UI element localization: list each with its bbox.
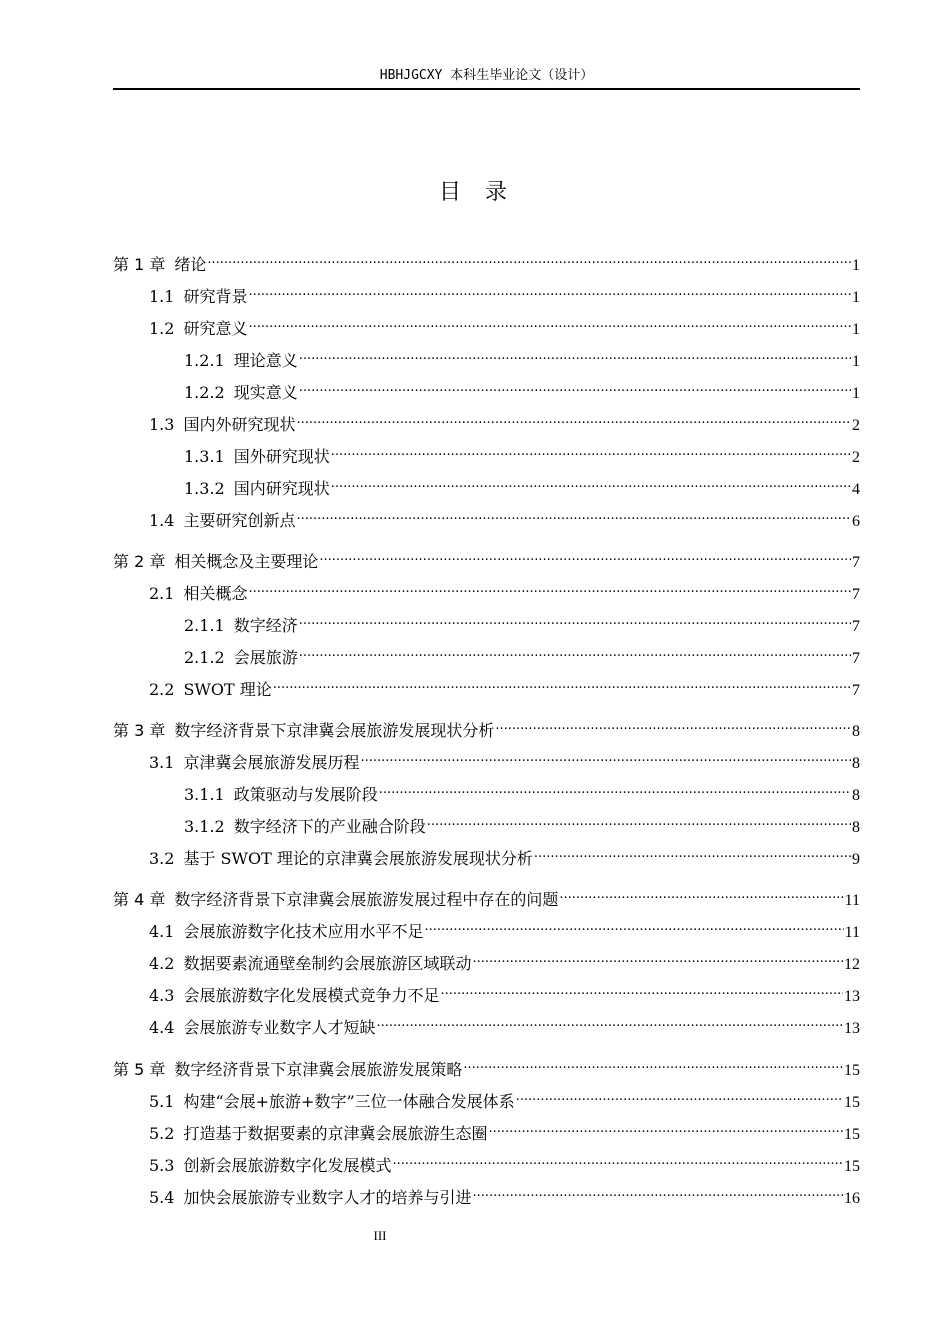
toc-entry-title: 理论意义: [233, 351, 298, 370]
toc-entry-number: 1.3.2: [184, 479, 225, 498]
toc-chapter-entry[interactable]: [113, 244, 860, 274]
toc-section-entry[interactable]: [113, 943, 860, 973]
toc-entry-number: 第 1 章: [113, 255, 166, 274]
dot-leader: [207, 244, 851, 270]
toc-entry-page: 8: [852, 723, 860, 740]
dot-leader: [379, 774, 851, 800]
dot-leader: [331, 468, 851, 494]
toc-entry-title: 国内研究现状: [233, 479, 330, 498]
toc-entry-title: 基于 SWOT 理论的京津冀会展旅游发展现状分析: [183, 849, 533, 868]
toc-entry-title: 现实意义: [233, 383, 298, 402]
toc-entry-page: 7: [852, 586, 860, 603]
toc-section-entry[interactable]: [113, 436, 860, 466]
toc-section-entry[interactable]: [113, 1177, 860, 1207]
toc-entry-title: 相关概念: [183, 584, 248, 603]
toc-entry-title: 创新会展旅游数字化发展模式: [183, 1156, 392, 1175]
toc-entry-number: 5.1: [149, 1092, 175, 1111]
dot-leader: [319, 541, 851, 567]
toc-entry-title: 打造基于数据要素的京津冀会展旅游生态圈: [183, 1124, 488, 1143]
toc-entry-page: 15: [844, 1062, 860, 1079]
toc-entry-number: 3.2: [149, 849, 175, 868]
toc-entry-number: 5.2: [149, 1124, 175, 1143]
dot-leader: [273, 669, 851, 695]
toc-entry-number: 1.2.2: [184, 383, 225, 402]
toc-entry-title: 数字经济下的产业融合阶段: [233, 817, 426, 836]
toc-title: 目录: [438, 180, 531, 205]
dot-leader: [534, 838, 851, 864]
toc-entry-number: 3.1.2: [184, 817, 225, 836]
toc-entry-page: 15: [844, 1126, 860, 1143]
toc-entry-number: 2.2: [149, 680, 175, 699]
toc-entry-title: 数据要素流通壁垒制约会展旅游区域联动: [183, 954, 472, 973]
toc-entry-page: 12: [844, 956, 860, 973]
toc-entry-number: 1.1: [149, 287, 175, 306]
toc-entry-number: 4.2: [149, 954, 175, 973]
toc-section-entry[interactable]: [113, 637, 860, 667]
dot-leader: [495, 710, 851, 736]
toc-section-entry[interactable]: [113, 806, 860, 836]
toc-entry-page: 6: [852, 513, 860, 530]
dot-leader: [424, 911, 843, 937]
toc-entry-page: 7: [852, 650, 860, 667]
toc-entry-page: 4: [852, 481, 860, 498]
toc-entry-page: 8: [852, 819, 860, 836]
toc-entry-number: 5.4: [149, 1188, 175, 1207]
toc-entry-number: 4.3: [149, 986, 175, 1005]
dot-leader: [427, 806, 851, 832]
toc-entry-page: 13: [844, 988, 860, 1005]
toc-entry-title: 研究背景: [183, 287, 248, 306]
toc-entry-title: 京津冀会展旅游发展历程: [183, 753, 360, 772]
dot-leader: [299, 605, 851, 631]
toc-entry-title: 会展旅游数字化发展模式竞争力不足: [183, 986, 440, 1005]
toc-entry-title: 国外研究现状: [233, 447, 330, 466]
toc-entry-title: 会展旅游: [233, 648, 298, 667]
toc-entry-title: 国内外研究现状: [183, 415, 296, 434]
toc-entry-page: 7: [852, 554, 860, 571]
toc-entry-number: 5.3: [149, 1156, 175, 1175]
toc-entry-page: 16: [844, 1190, 860, 1207]
toc-entry-number: 1.3: [149, 415, 175, 434]
dot-leader: [463, 1049, 843, 1075]
toc-section-entry[interactable]: [113, 1145, 860, 1175]
toc-section-entry[interactable]: [113, 468, 860, 498]
toc-entry-page: 1: [852, 257, 860, 274]
toc-entry-page: 11: [844, 924, 860, 941]
toc-section-entry[interactable]: [113, 308, 860, 338]
toc-entry-page: 2: [852, 417, 860, 434]
toc-chapter-entry[interactable]: [113, 1049, 860, 1079]
toc-section-entry[interactable]: [113, 1081, 860, 1111]
toc-entry-number: 第 3 章: [113, 721, 166, 740]
toc-entry-page: 8: [852, 787, 860, 804]
dot-leader: [296, 500, 851, 526]
toc-section-entry[interactable]: [113, 911, 860, 941]
toc-section-entry[interactable]: [113, 605, 860, 635]
dot-leader: [296, 404, 851, 430]
toc-entry-number: 3.1: [149, 753, 175, 772]
toc-section-entry[interactable]: [113, 669, 860, 699]
toc-entry-title: 数字经济背景下京津冀会展旅游发展过程中存在的问题: [174, 890, 559, 909]
toc-entry-title: 数字经济背景下京津冀会展旅游发展现状分析: [174, 721, 495, 740]
toc-entry-page: 1: [852, 353, 860, 370]
toc-entry-number: 1.3.1: [184, 447, 225, 466]
dot-leader: [299, 340, 851, 366]
toc-entry-number: 第 4 章: [113, 890, 166, 909]
toc-chapter-entry[interactable]: [113, 879, 860, 909]
toc-entry-number: 1.2: [149, 319, 175, 338]
toc-entry-title: 政策驱动与发展阶段: [233, 785, 378, 804]
toc-entry-title: 数字经济: [233, 616, 298, 635]
toc-entry-title: 相关概念及主要理论: [174, 552, 319, 571]
toc-entry-number: 4.4: [149, 1018, 175, 1037]
toc-entry-page: 9: [852, 851, 860, 868]
dot-leader: [392, 1145, 843, 1171]
toc-section-entry[interactable]: [113, 774, 860, 804]
toc-section-entry[interactable]: [113, 838, 860, 868]
toc-entry-number: 3.1.1: [184, 785, 225, 804]
dot-leader: [299, 372, 851, 398]
toc-section-entry[interactable]: [113, 500, 860, 530]
dot-leader: [248, 573, 851, 599]
toc-section-entry[interactable]: [113, 340, 860, 370]
dot-leader: [559, 879, 843, 905]
toc-chapter-entry[interactable]: [113, 541, 860, 571]
toc-entry-number: 1.2.1: [184, 351, 225, 370]
toc-entry-page: 7: [852, 682, 860, 699]
toc-section-entry[interactable]: [113, 573, 860, 603]
dot-leader: [299, 637, 851, 663]
toc-entry-title: 数字经济背景下京津冀会展旅游发展策略: [174, 1060, 463, 1079]
toc-entry-title: 绪论: [174, 255, 207, 274]
toc-entry-title: 研究意义: [183, 319, 248, 338]
dot-leader: [376, 1007, 843, 1033]
toc-entry-number: 4.1: [149, 922, 175, 941]
toc-entry-page: 11: [844, 892, 860, 909]
toc-entry-page: 1: [852, 321, 860, 338]
header-rule: [113, 88, 860, 90]
toc-section-entry[interactable]: [113, 404, 860, 434]
toc-entry-page: 13: [844, 1020, 860, 1037]
toc-entry-page: 15: [844, 1094, 860, 1111]
toc-entry-page: 1: [852, 289, 860, 306]
toc-entry-title: 主要研究创新点: [183, 511, 296, 530]
dot-leader: [472, 1177, 843, 1203]
toc-section-entry[interactable]: [113, 742, 860, 772]
toc-section-entry[interactable]: [113, 1007, 860, 1037]
toc-chapter-entry[interactable]: [113, 710, 860, 740]
dot-leader: [360, 742, 851, 768]
dot-leader: [488, 1113, 843, 1139]
toc-entry-title: 会展旅游专业数字人才短缺: [183, 1018, 376, 1037]
dot-leader: [248, 308, 851, 334]
dot-leader: [331, 436, 851, 462]
toc-entry-title: 加快会展旅游专业数字人才的培养与引进: [183, 1188, 472, 1207]
toc-entry-title: SWOT 理论: [183, 680, 272, 699]
toc-section-entry[interactable]: [113, 372, 860, 402]
dot-leader: [248, 276, 851, 302]
toc-section-entry[interactable]: [113, 975, 860, 1005]
toc-section-entry[interactable]: [113, 276, 860, 306]
toc-section-entry[interactable]: [113, 1113, 860, 1143]
toc-entry-page: 2: [852, 449, 860, 466]
toc-entry-number: 2.1.1: [184, 616, 225, 635]
toc-entry-page: 15: [844, 1158, 860, 1175]
toc-entry-page: 8: [852, 755, 860, 772]
toc-entry-page: 7: [852, 618, 860, 635]
toc-entry-title: 构建“会展+旅游+数字”三位一体融合发展体系: [183, 1092, 515, 1111]
dot-leader: [516, 1081, 843, 1107]
page-header: HBHJGCXY 本科生毕业论文（设计）: [379, 68, 594, 83]
toc-entry-number: 第 5 章: [113, 1060, 166, 1079]
dot-leader: [440, 975, 843, 1001]
toc-entry-page: 1: [852, 385, 860, 402]
toc-entry-number: 第 2 章: [113, 552, 166, 571]
toc-entry-number: 1.4: [149, 511, 175, 530]
toc-entry-number: 2.1.2: [184, 648, 225, 667]
page-number: III: [373, 1228, 387, 1243]
dot-leader: [472, 943, 843, 969]
toc-entry-title: 会展旅游数字化技术应用水平不足: [183, 922, 424, 941]
toc-entry-number: 2.1: [149, 584, 175, 603]
